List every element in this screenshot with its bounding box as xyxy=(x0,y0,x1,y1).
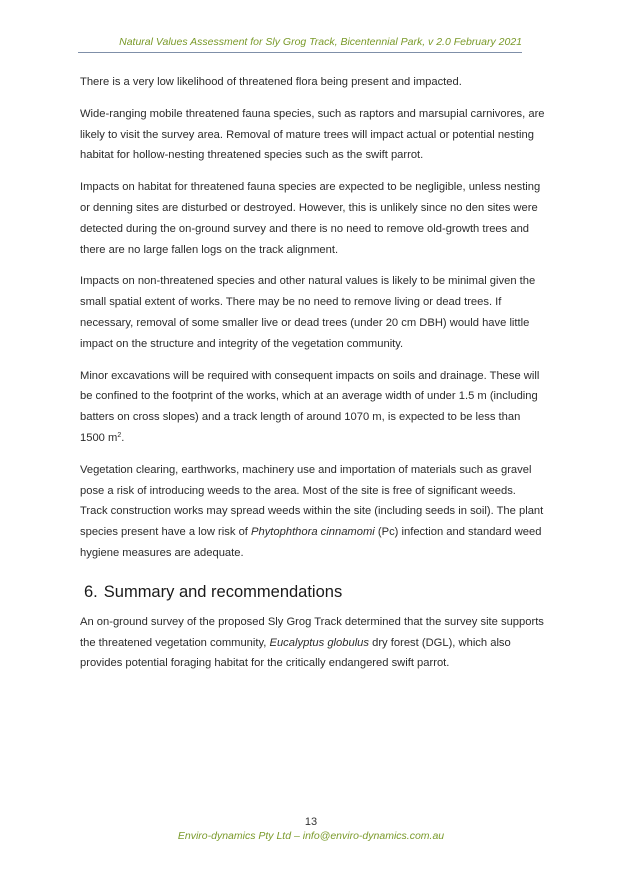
excavations-text: Minor excavations will be required with consequent impacts on soils and drainage. These will be confined to the footprint of the works, which at an average width of under 1.5 m (including batters on cross slopes) and a track length of around 1070 m, is expected to be less than 1500 m xyxy=(80,369,540,444)
page-header: Natural Values Assessment for Sly Grog Track, Bicentennial Park, v 2.0 February 2021 xyxy=(78,36,522,53)
footer-company: Enviro-dynamics Pty Ltd – info@enviro-dynamics.com.au xyxy=(177,830,445,842)
page-number: 13 xyxy=(304,816,318,828)
paragraph-flora: There is a very low likelihood of threatened flora being present and impacted. xyxy=(80,76,462,88)
excavations-end: . xyxy=(121,431,125,444)
paragraph-summary xyxy=(80,612,546,674)
summary-text-after: dry forest (DGL), which also provides potential foraging habitat for the critically endangered swift parrot. xyxy=(80,636,511,670)
paragraph-excavations xyxy=(80,366,546,449)
area-superscript: 2 xyxy=(117,431,122,439)
summary-text-before: An on-ground survey of the proposed Sly Grog Track determined that the survey site supports the threatened vegetation community, xyxy=(80,615,544,649)
species-name-eucalyptus: Eucalyptus globulus xyxy=(269,636,369,649)
weeds-text-before: Vegetation clearing, earthworks, machinery use and importation of materials such as gravel pose a risk of introducing weeds to the area. Most of the site is free of significant weeds. Track construction works may spread weeds within the site (including seeds in soil). The plant species present have a low risk of xyxy=(80,463,544,539)
paragraph-fauna-habitat: Impacts on habitat for threatened fauna species are expected to be negligible, unless nesting or denning sites are disturbed or destroyed. However, this is unlikely since no den sites were detected during the on-ground survey and there is no need to remove old-growth trees and there are no large fallen logs on the track alignment. xyxy=(80,181,541,256)
section-title: Summary and recommendations xyxy=(103,582,343,601)
weeds-text-after: (Pc) infection and standard weed hygiene measures are adequate. xyxy=(80,526,542,559)
paragraph-weeds xyxy=(80,460,546,564)
paragraph-mobile-fauna: Wide-ranging mobile threatened fauna species, such as raptors and marsupial carnivores, are likely to visit the survey area. Removal of mature trees will impact actual or potential nesting habitat for hollow-nesting threatened species such as the swift parrot. xyxy=(80,107,545,162)
paragraph-non-threatened: Impacts on non-threatened species and other natural values is likely to be minimal given the small spatial extent of works. There may be no need to remove living or dead trees. If necessary, removal of some smaller live or dead trees (under 20 cm DBH) would have little impact on the structure and integrity of the vegetation community. xyxy=(80,275,536,350)
section-number: 6. xyxy=(84,582,98,601)
body-text xyxy=(80,72,546,685)
section-heading xyxy=(84,581,546,603)
species-name-phytophthora: Phytophthora cinnamomi xyxy=(251,526,375,539)
